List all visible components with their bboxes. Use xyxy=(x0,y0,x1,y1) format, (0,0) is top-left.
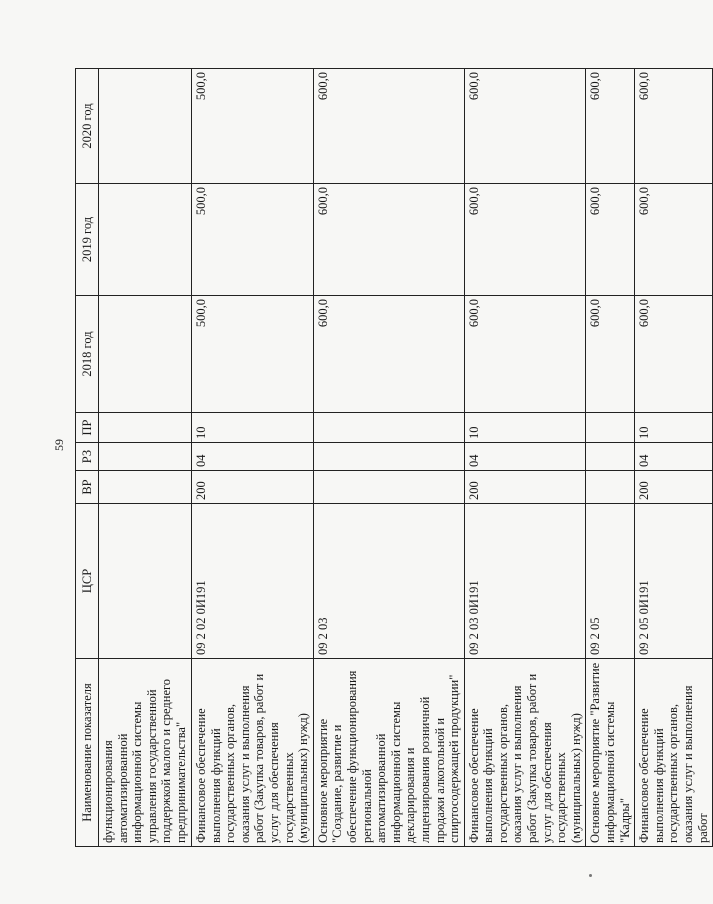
budget-table xyxy=(75,68,713,847)
row-pr xyxy=(586,413,635,443)
table-row xyxy=(586,69,635,847)
row-rz: 04 xyxy=(192,443,314,471)
row-name: Финансовое обеспечение выполнения функций государственных органов, оказания услуг и выполнения работ (Закупка товаров, работ и услуг для обеспечения государственных (муниципальных) нужд) xyxy=(192,659,314,847)
header-rz: РЗ xyxy=(76,443,99,471)
table-row xyxy=(635,69,713,847)
row-csr xyxy=(99,504,192,659)
row-name: Основное мероприятие "Развитие информационной системы "Кадры" xyxy=(586,659,635,847)
row-rz xyxy=(586,443,635,471)
row-csr: 09 2 02 0И191 xyxy=(192,504,314,659)
row-csr: 09 2 03 0И191 xyxy=(464,504,586,659)
row-2019: 500,0 xyxy=(192,184,314,296)
row-2018: 600,0 xyxy=(313,296,464,413)
row-2018 xyxy=(99,296,192,413)
row-2020: 600,0 xyxy=(586,69,635,184)
page-number: 59 xyxy=(52,439,66,451)
table-row xyxy=(464,69,586,847)
row-pr: 10 xyxy=(192,413,314,443)
row-2019: 600,0 xyxy=(635,184,713,296)
header-vr: ВР xyxy=(76,471,99,504)
header-2019: 2019 год xyxy=(76,184,99,296)
scan-dot xyxy=(589,874,592,877)
row-vr: 200 xyxy=(192,471,314,504)
row-rz xyxy=(313,443,464,471)
row-2019 xyxy=(99,184,192,296)
header-pr: ПР xyxy=(76,413,99,443)
row-vr xyxy=(586,471,635,504)
row-csr: 09 2 05 xyxy=(586,504,635,659)
row-2019: 600,0 xyxy=(586,184,635,296)
table-row xyxy=(313,69,464,847)
row-2020: 500,0 xyxy=(192,69,314,184)
row-vr: 200 xyxy=(464,471,586,504)
row-vr xyxy=(99,471,192,504)
row-2019: 600,0 xyxy=(464,184,586,296)
row-2020 xyxy=(99,69,192,184)
row-csr: 09 2 03 xyxy=(313,504,464,659)
row-2018: 600,0 xyxy=(464,296,586,413)
row-2020: 600,0 xyxy=(464,69,586,184)
row-name: Финансовое обеспечение выполнения функций государственных органов, оказания услуг и выполнения работ (Закупка товаров, работ и услуг для обеспечения государственных (муниципальных) нужд) xyxy=(464,659,586,847)
row-name: Финансовое обеспечение выполнения функций государственных органов, оказания услуг и выполнения работ xyxy=(635,659,713,847)
row-2020: 600,0 xyxy=(313,69,464,184)
header-csr: ЦСР xyxy=(76,504,99,659)
row-rz: 04 xyxy=(635,443,713,471)
rotated-page-content xyxy=(75,69,713,847)
row-2020: 600,0 xyxy=(635,69,713,184)
row-vr: 200 xyxy=(635,471,713,504)
table-row xyxy=(99,69,192,847)
row-2018: 600,0 xyxy=(635,296,713,413)
row-vr xyxy=(313,471,464,504)
row-pr: 10 xyxy=(635,413,713,443)
table-row xyxy=(192,69,314,847)
row-2019: 600,0 xyxy=(313,184,464,296)
row-rz: 04 xyxy=(464,443,586,471)
row-pr: 10 xyxy=(464,413,586,443)
row-pr xyxy=(99,413,192,443)
header-2018: 2018 год xyxy=(76,296,99,413)
header-name: Наименование показателя xyxy=(76,659,99,847)
row-rz xyxy=(99,443,192,471)
row-pr xyxy=(313,413,464,443)
header-2020: 2020 год xyxy=(76,69,99,184)
row-csr: 09 2 05 0И191 xyxy=(635,504,713,659)
table-header-row xyxy=(76,69,99,847)
row-name: функционирования автоматизированной информационной системы управления государственной поддержкой малого и среднего предпринимательства" xyxy=(99,659,192,847)
row-name: Основное мероприятие "Создание, развитие и обеспечение функционирования региональной автоматизированной информационной системы декларирования и лицензирования розничной продажи алкогольной и спиртосодержащей продукции" xyxy=(313,659,464,847)
row-2018: 500,0 xyxy=(192,296,314,413)
row-2018: 600,0 xyxy=(586,296,635,413)
